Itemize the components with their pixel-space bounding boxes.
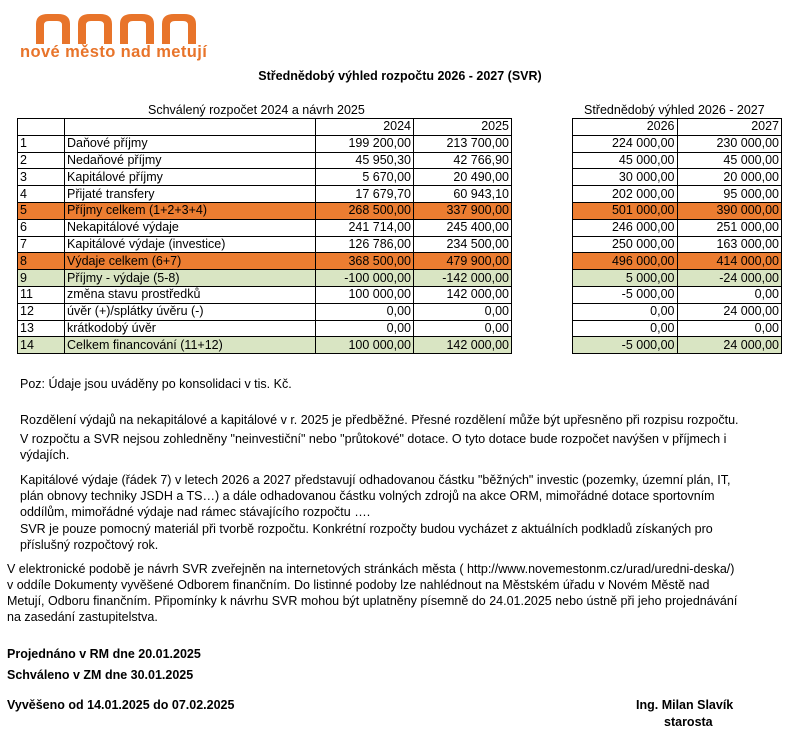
table-row — [18, 152, 512, 169]
value-cell: 234 500,00 — [414, 236, 512, 253]
value-cell: 45 000,00 — [573, 152, 678, 169]
value-cell: 368 500,00 — [316, 253, 414, 270]
value-cell: 496 000,00 — [573, 253, 678, 270]
value-cell: -24 000,00 — [677, 270, 782, 287]
note-publication-line1: V elektronické podobě je návrh SVR zveřejněn na internetových stránkách města ( http://www.novemestonm.cz/urad/uredni-deska/) — [7, 562, 735, 576]
table-row — [573, 303, 782, 320]
value-cell: 5 670,00 — [316, 169, 414, 186]
row-number: 11 — [18, 286, 65, 303]
signer-name: Ing. Milan Slavík — [636, 698, 734, 712]
table-row — [18, 286, 512, 303]
row-label: Kapitálové příjmy — [65, 169, 316, 186]
note-units: Poz: Údaje jsou uváděny po konsolidaci v tis. Kč. — [20, 377, 292, 391]
row-label: Daňové příjmy — [65, 135, 316, 152]
table-row — [18, 236, 512, 253]
value-cell: 250 000,00 — [573, 236, 678, 253]
value-cell: 0,00 — [677, 286, 782, 303]
table-row — [573, 202, 782, 219]
row-number: 14 — [18, 337, 65, 354]
budget-table-2024-2025 — [17, 118, 512, 354]
value-cell: 126 786,00 — [316, 236, 414, 253]
row-label: Nedaňové příjmy — [65, 152, 316, 169]
table-row — [18, 202, 512, 219]
value-cell: 45 950,30 — [316, 152, 414, 169]
row-number: 12 — [18, 303, 65, 320]
value-cell: 24 000,00 — [677, 303, 782, 320]
row-label: Příjmy - výdaje (5-8) — [65, 270, 316, 287]
table-row — [18, 253, 512, 270]
table-row — [18, 135, 512, 152]
rm-approval: Projednáno v RM dne 20.01.2025 — [7, 647, 201, 661]
table-row — [573, 135, 782, 152]
page-title: Střednědobý výhled rozpočtu 2026 - 2027 (SVR) — [258, 69, 542, 83]
row-number: 2 — [18, 152, 65, 169]
value-cell: 24 000,00 — [677, 337, 782, 354]
note-capital-line2: plán obnovy techniky JSDH a TS…) a dále odhadovanou částku volných zdrojů na akce ORM, mimořádné dotace sportovním — [20, 489, 715, 503]
value-cell: 0,00 — [573, 320, 678, 337]
value-cell: 0,00 — [316, 303, 414, 320]
row-number: 13 — [18, 320, 65, 337]
budget-table-2026-2027 — [572, 118, 782, 354]
value-cell: 230 000,00 — [677, 135, 782, 152]
value-cell: -142 000,00 — [414, 270, 512, 287]
table-row — [573, 253, 782, 270]
value-cell: 479 900,00 — [414, 253, 512, 270]
note-capital-line1: Kapitálové výdaje (řádek 7) v letech 2026 a 2027 představují odhadovanou částku "běžných" investic (pozemky, územní plán, IT, — [20, 473, 731, 487]
value-cell: 100 000,00 — [316, 337, 414, 354]
note-svr-line1: SVR je pouze pomocný materiál při tvorbě rozpočtu. Konkrétní rozpočty budou vycházet z aktuálních podkladů získaných pro — [20, 522, 713, 536]
value-cell: 20 490,00 — [414, 169, 512, 186]
row-label: krátkodobý úvěr — [65, 320, 316, 337]
value-cell: 30 000,00 — [573, 169, 678, 186]
table-row — [573, 337, 782, 354]
table-row — [18, 219, 512, 236]
row-label: Přijaté transfery — [65, 186, 316, 203]
table-row — [573, 286, 782, 303]
posting-period: Vyvěšeno od 14.01.2025 do 07.02.2025 — [7, 698, 235, 712]
row-label: úvěr (+)/splátky úvěru (-) — [65, 303, 316, 320]
value-cell: 0,00 — [414, 320, 512, 337]
note-subsidies-line2: výdajích. — [20, 448, 70, 462]
note-distribution: Rozdělení výdajů na nekapitálové a kapitálové v r. 2025 je předběžné. Přesné rozdělení může být upřesněno při rozpisu rozpočtu. — [20, 413, 739, 427]
row-label: změna stavu prostředků — [65, 286, 316, 303]
table-header-row — [18, 119, 512, 136]
row-number: 3 — [18, 169, 65, 186]
table-row — [18, 169, 512, 186]
value-cell: 0,00 — [316, 320, 414, 337]
value-cell: 202 000,00 — [573, 186, 678, 203]
value-cell: 246 000,00 — [573, 219, 678, 236]
value-cell: 213 700,00 — [414, 135, 512, 152]
value-cell: 414 000,00 — [677, 253, 782, 270]
row-number: 6 — [18, 219, 65, 236]
city-logo — [20, 14, 220, 66]
table-row — [18, 337, 512, 354]
row-number: 4 — [18, 186, 65, 203]
value-cell: 0,00 — [677, 320, 782, 337]
row-label: Kapitálové výdaje (investice) — [65, 236, 316, 253]
row-number: 1 — [18, 135, 65, 152]
value-cell: 501 000,00 — [573, 202, 678, 219]
table-row — [18, 270, 512, 287]
left-table-caption: Schválený rozpočet 2024 a návrh 2025 — [148, 103, 365, 117]
note-publication-line4: na zasedání zastupitelstva. — [7, 610, 158, 624]
year-header: 2026 — [573, 119, 678, 136]
row-label: Výdaje celkem (6+7) — [65, 253, 316, 270]
year-header: 2024 — [316, 119, 414, 136]
value-cell: 224 000,00 — [573, 135, 678, 152]
year-header: 2025 — [414, 119, 512, 136]
table-row — [573, 186, 782, 203]
value-cell: 20 000,00 — [677, 169, 782, 186]
note-publication-line2: v oddíle Dokumenty vyvěšené Odborem finančním. Do listinné podoby lze nahlédnout na Městském úřadu v Novém Městě nad — [7, 578, 710, 592]
row-number: 9 — [18, 270, 65, 287]
value-cell: 142 000,00 — [414, 337, 512, 354]
table-header-row — [573, 119, 782, 136]
row-label: Celkem financování (11+12) — [65, 337, 316, 354]
year-header: 2027 — [677, 119, 782, 136]
value-cell: 337 900,00 — [414, 202, 512, 219]
logo-mark-icon — [36, 14, 196, 44]
value-cell: -100 000,00 — [316, 270, 414, 287]
note-svr-line2: příslušný rozpočtový rok. — [20, 538, 159, 552]
table-row — [573, 152, 782, 169]
value-cell: 0,00 — [414, 303, 512, 320]
value-cell: 199 200,00 — [316, 135, 414, 152]
value-cell: 0,00 — [573, 303, 678, 320]
note-publication-line3: Metují, Odboru finančním. Připomínky k návrhu SVR mohou být uplatněny písemně do 24.01.2025 nebo ústně při jeho projednávání — [7, 594, 738, 608]
value-cell: -5 000,00 — [573, 286, 678, 303]
value-cell: -5 000,00 — [573, 337, 678, 354]
table-row — [573, 219, 782, 236]
zm-approval: Schváleno v ZM dne 30.01.2025 — [7, 668, 194, 682]
right-table-caption: Střednědobý výhled 2026 - 2027 — [584, 103, 765, 117]
row-label: Nekapitálové výdaje — [65, 219, 316, 236]
table-row — [18, 320, 512, 337]
value-cell: 45 000,00 — [677, 152, 782, 169]
value-cell: 5 000,00 — [573, 270, 678, 287]
value-cell: 390 000,00 — [677, 202, 782, 219]
logo-text: nové město nad metují — [20, 43, 208, 61]
value-cell: 17 679,70 — [316, 186, 414, 203]
value-cell: 100 000,00 — [316, 286, 414, 303]
row-label: Příjmy celkem (1+2+3+4) — [65, 202, 316, 219]
table-row — [573, 270, 782, 287]
table-row — [573, 169, 782, 186]
table-row — [573, 236, 782, 253]
value-cell: 142 000,00 — [414, 286, 512, 303]
value-cell: 60 943,10 — [414, 186, 512, 203]
value-cell: 42 766,90 — [414, 152, 512, 169]
note-capital-line3: oddílům, mimořádné výdaje nad rámec stávajícího rozpočtu …. — [20, 505, 371, 519]
row-number: 5 — [18, 202, 65, 219]
note-subsidies-line1: V rozpočtu a SVR nejsou zohledněny "neinvestiční" nebo "průtokové" dotace. O tyto dotace bude rozpočet navýšen v příjmech i — [20, 432, 727, 446]
value-cell: 245 400,00 — [414, 219, 512, 236]
row-number: 8 — [18, 253, 65, 270]
value-cell: 163 000,00 — [677, 236, 782, 253]
row-number: 7 — [18, 236, 65, 253]
table-row — [18, 186, 512, 203]
table-row — [573, 320, 782, 337]
value-cell: 251 000,00 — [677, 219, 782, 236]
value-cell: 268 500,00 — [316, 202, 414, 219]
table-row — [18, 303, 512, 320]
signer-role: starosta — [664, 715, 713, 729]
value-cell: 241 714,00 — [316, 219, 414, 236]
value-cell: 95 000,00 — [677, 186, 782, 203]
